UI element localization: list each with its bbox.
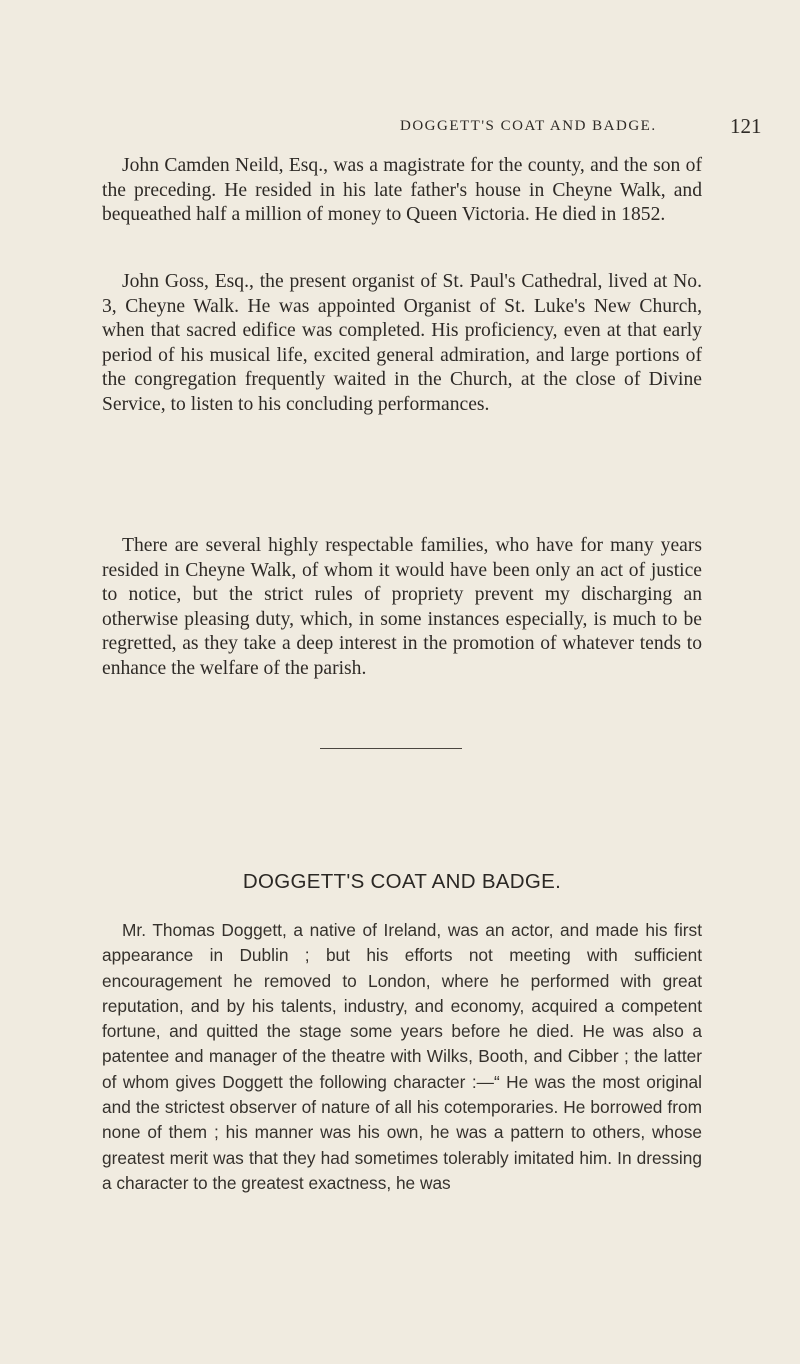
- paragraph-families: [102, 534, 702, 682]
- page-number: 121: [730, 114, 762, 138]
- running-title: DOGGETT'S COAT AND BADGE.: [400, 118, 657, 134]
- paragraph-doggett: [102, 918, 702, 1196]
- running-head: [0, 114, 800, 144]
- paragraph-neild: [102, 154, 702, 228]
- section-heading: DOGGETT'S COAT AND BADGE.: [242, 870, 562, 893]
- paragraph-goss: [102, 270, 702, 418]
- paragraph-text: John Camden Neild, Esq., was a magistrate for the county, and the son of the preceding. He resided in his late father's house in Cheyne Walk, and bequeathed half a million of money to Queen Victoria. He died in 1852.: [102, 155, 702, 226]
- paragraph-text: Mr. Thomas Doggett, a native of Ireland, was an actor, and made his first appearance in Dublin ; but his efforts not meeting with sufficient encouragement he removed to London, where he performed with great reputation, and by his talents, industry, and economy, acquired a competent fortune, and quitted the stage some years before he died. He was also a patentee and manager of the theatre with Wilks, Booth, and Cibber ; the latter of whom gives Doggett the following character :—“ He was the most original and the strictest observer of nature of all his cotemporaries. He borrowed from none of them ; his manner was his own, he was a pattern to others, whose greatest merit was that they had sometimes tolerably imitated him. In dressing a character to the greatest exactness, he was: [102, 920, 702, 1193]
- section-divider: [320, 748, 462, 749]
- paragraph-text: There are several highly respectable families, who have for many years resided in Cheyne Walk, of whom it would have been only an act of justice to notice, but the strict rules of propriety prevent my discharging an otherwise pleasing duty, which, in some instances especially, is much to be regretted, as they take a deep interest in the promotion of whatever tends to enhance the welfare of the parish.: [102, 535, 702, 679]
- paragraph-text: John Goss, Esq., the present organist of St. Paul's Cathedral, lived at No. 3, Cheyne Walk. He was appointed Organist of St. Luke's New Church, when that sacred edifice was completed. His proficiency, even at that early period of his musical life, excited general admiration, and large portions of the congregation frequently waited in the Church, at the close of Divine Service, to listen to his concluding performances.: [102, 271, 702, 415]
